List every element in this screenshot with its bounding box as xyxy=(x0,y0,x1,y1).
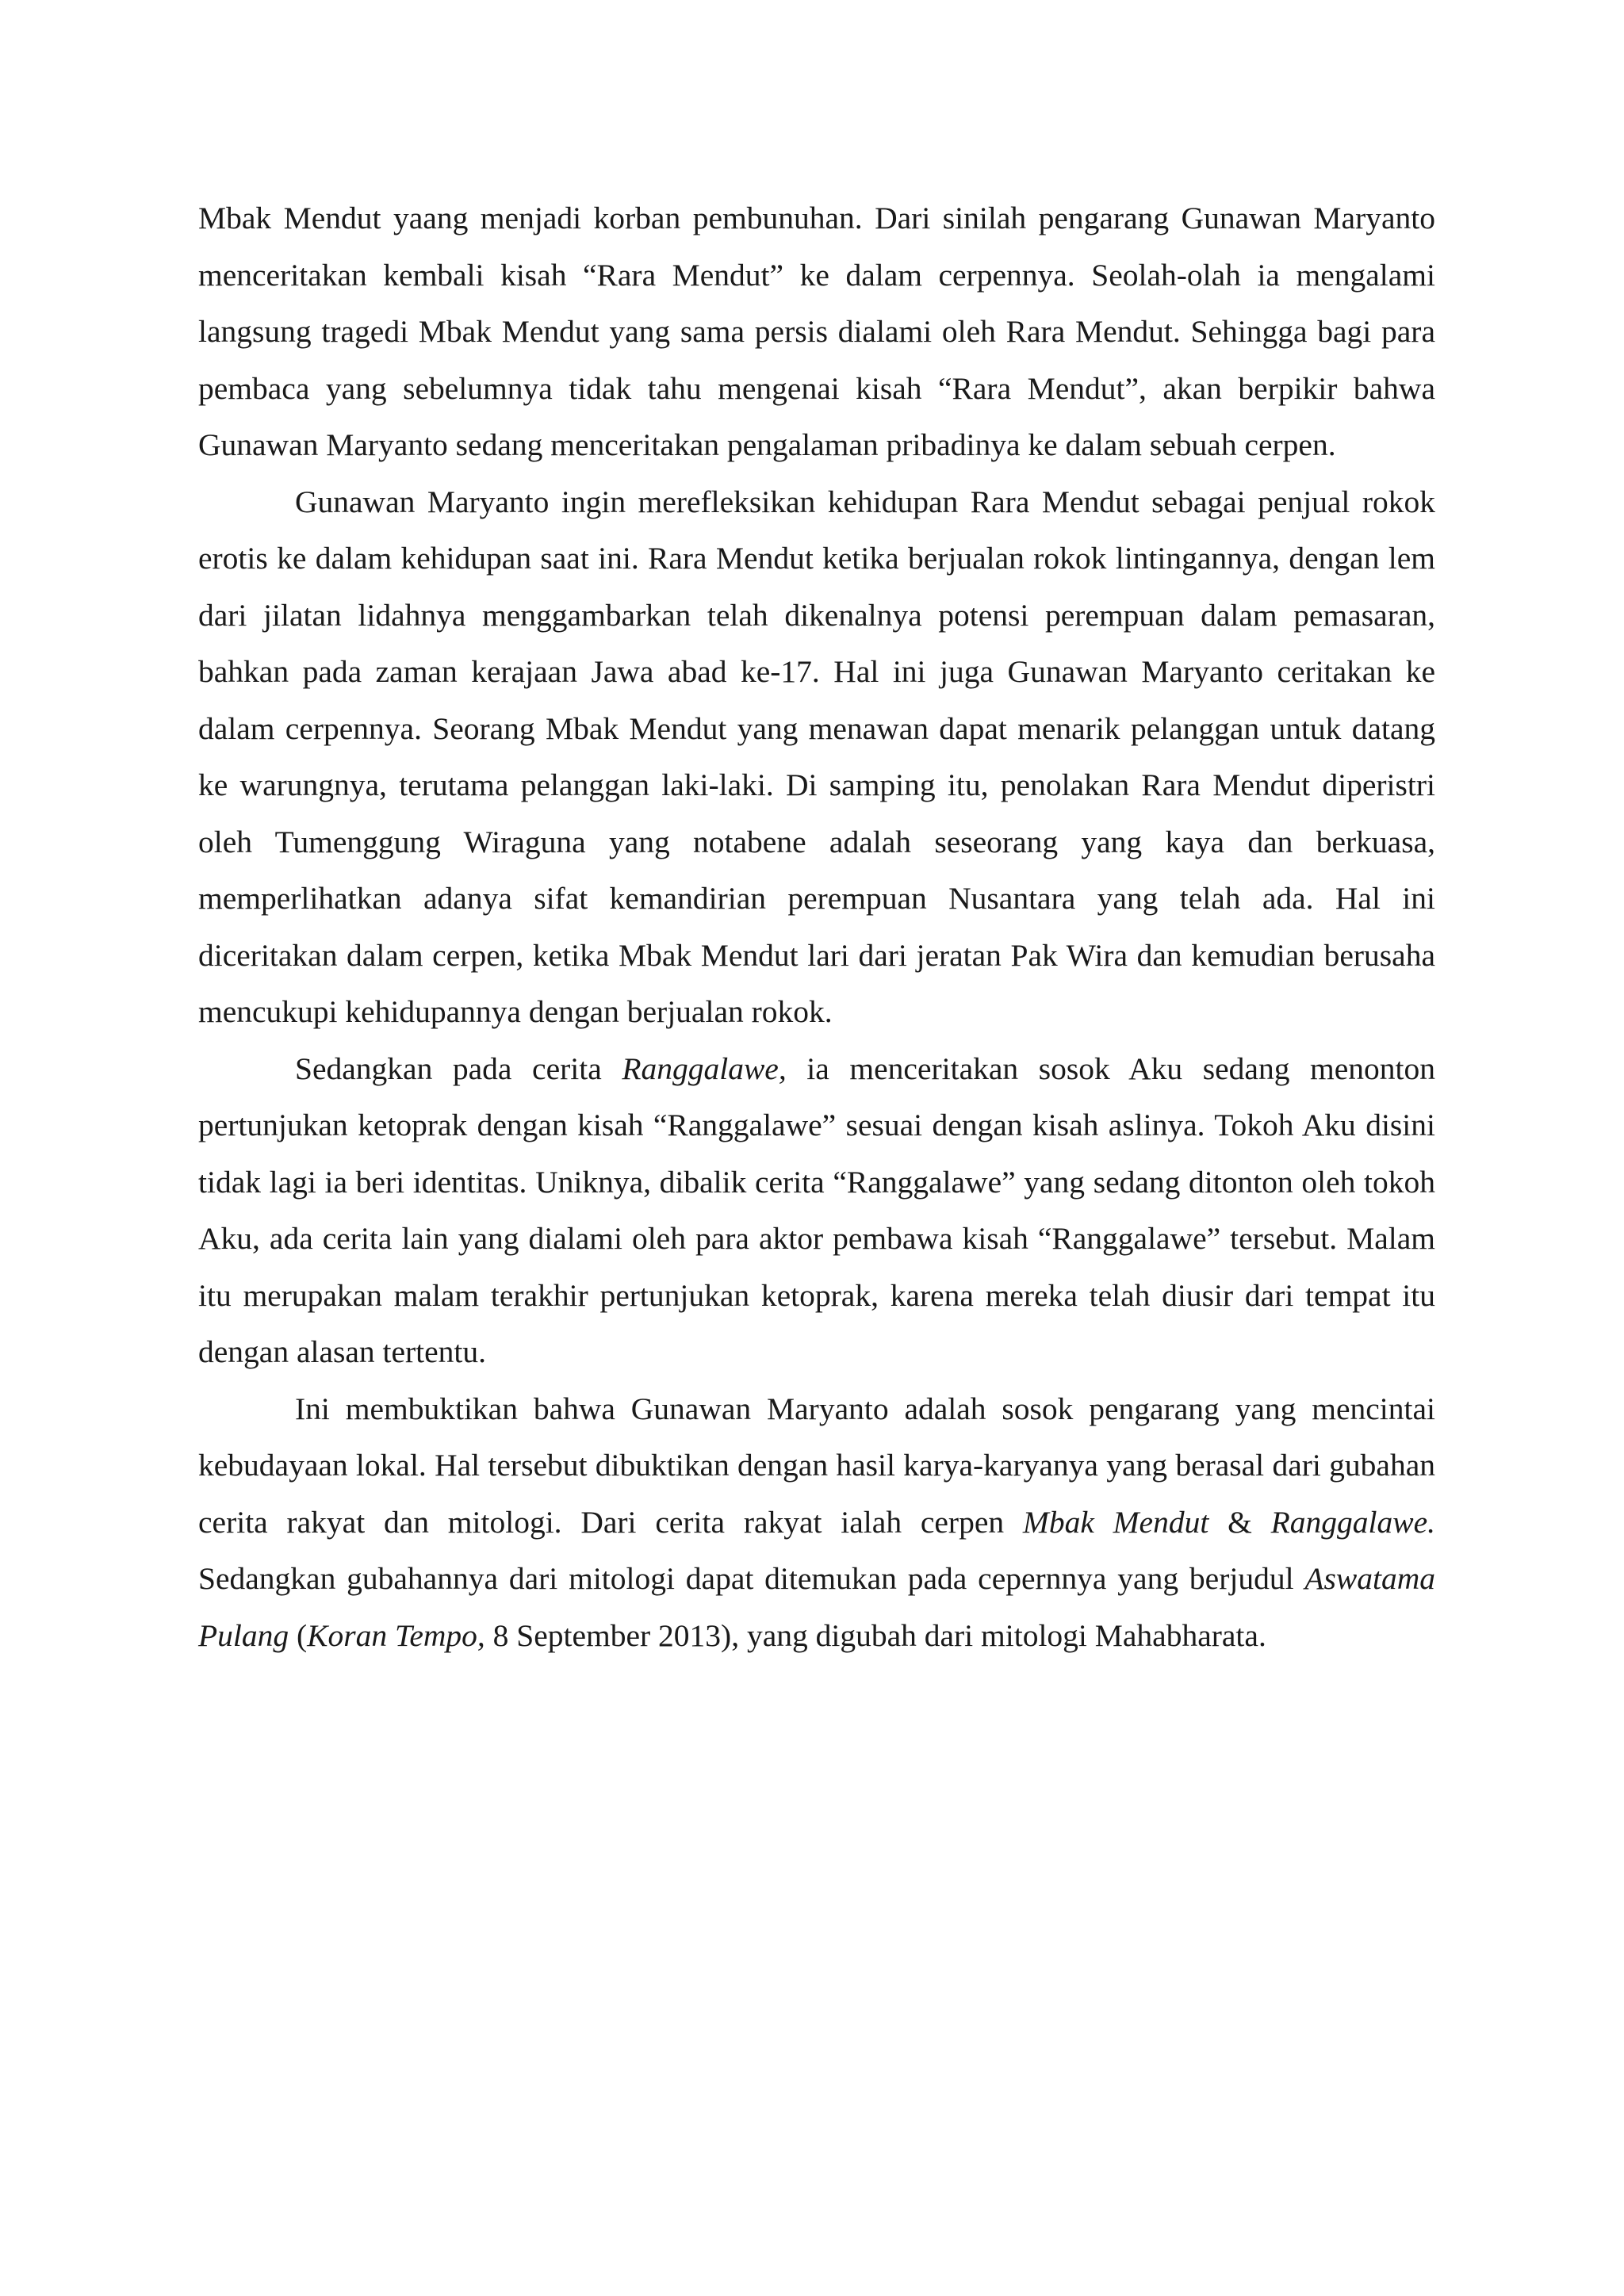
paragraph-text: 8 September 2013), yang digubah dari mitologi Mahabharata. xyxy=(485,1617,1266,1653)
paragraph-text: ( xyxy=(289,1617,308,1653)
paragraph-text: Mbak Mendut yaang menjadi korban pembunuhan. Dari sinilah pengarang Gunawan Maryanto menceritakan kembali kisah “Rara Mendut” ke dalam cerpennya. Seolah-olah ia mengalami langsung tragedi Mbak Mendut yang sama persis dialami oleh Rara Mendut. Sehingga bagi para pembaca yang sebelumnya tidak tahu mengenai kisah “Rara Mendut”, akan berpikir bahwa Gunawan Maryanto sedang menceritakan pengalaman pribadinya ke dalam sebuah cerpen. xyxy=(198,201,1435,462)
italic-title-mbak-mendut: Mbak Mendut xyxy=(1022,1504,1209,1540)
paragraph-3 xyxy=(198,1041,1435,1381)
paragraph-text: Sedangkan pada cerita xyxy=(295,1050,622,1086)
paragraph-text: Ini membuktikan bahwa Gunawan Maryanto adalah sosok pengarang yang mencintai kebudayaan lokal. Hal tersebut dibuktikan dengan hasil karya-karyanya yang berasal dari gubahan cerita rakyat dan mitologi. Dari cerita rakyat ialah cerpen xyxy=(198,1391,1435,1540)
paragraph-text: & xyxy=(1208,1504,1271,1540)
italic-title-ranggalawe: Ranggalawe, xyxy=(622,1050,787,1086)
italic-source-koran-tempo: Koran Tempo, xyxy=(307,1617,485,1653)
paragraph-1 xyxy=(198,190,1435,474)
italic-title-ranggalawe: Ranggalawe. xyxy=(1270,1504,1435,1540)
paragraph-text: Gunawan Maryanto ingin merefleksikan kehidupan Rara Mendut sebagai penjual rokok erotis ke dalam kehidupan saat ini. Rara Mendut ketika berjualan rokok lintingannya, dengan lem dari jilatan lidahnya menggambarkan telah dikenalnya potensi perempuan dalam pemasaran, bahkan pada zaman kerajaan Jawa abad ke-17. Hal ini juga Gunawan Maryanto ceritakan ke dalam cerpennya. Seorang Mbak Mendut yang menawan dapat menarik pelanggan untuk datang ke warungnya, terutama pelanggan laki-laki. Di samping itu, penolakan Rara Mendut diperistri oleh Tumenggung Wiraguna yang notabene adalah seseorang yang kaya dan berkuasa, memperlihatkan adanya sifat kemandirian perempuan Nusantara yang telah ada. Hal ini diceritakan dalam cerpen, ketika Mbak Mendut lari dari jeratan Pak Wira dan kemudian berusaha mencukupi kehidupannya dengan berjualan rokok. xyxy=(198,484,1435,1029)
paragraph-4 xyxy=(198,1381,1435,1665)
italic-title-aswatama-pulang: Aswatama Pulang xyxy=(198,1561,1435,1653)
paragraph-text: Sedangkan gubahannya dari mitologi dapat ditemukan pada cepernnya yang berjudul xyxy=(198,1561,1305,1596)
paragraph-text: ia menceritakan sosok Aku sedang menonton pertunjukan ketoprak dengan kisah “Ranggalawe” sesuai dengan kisah aslinya. Tokoh Aku disini tidak lagi ia beri identitas. Uniknya, dibalik cerita “Ranggalawe” yang sedang ditonton oleh tokoh Aku, ada cerita lain yang dialami oleh para aktor pembawa kisah “Ranggalawe” tersebut. Malam itu merupakan malam terakhir pertunjukan ketoprak, karena mereka telah diusir dari tempat itu dengan alasan tertentu. xyxy=(198,1050,1436,1369)
paragraph-2 xyxy=(198,474,1435,1041)
document-page xyxy=(198,190,1435,1664)
